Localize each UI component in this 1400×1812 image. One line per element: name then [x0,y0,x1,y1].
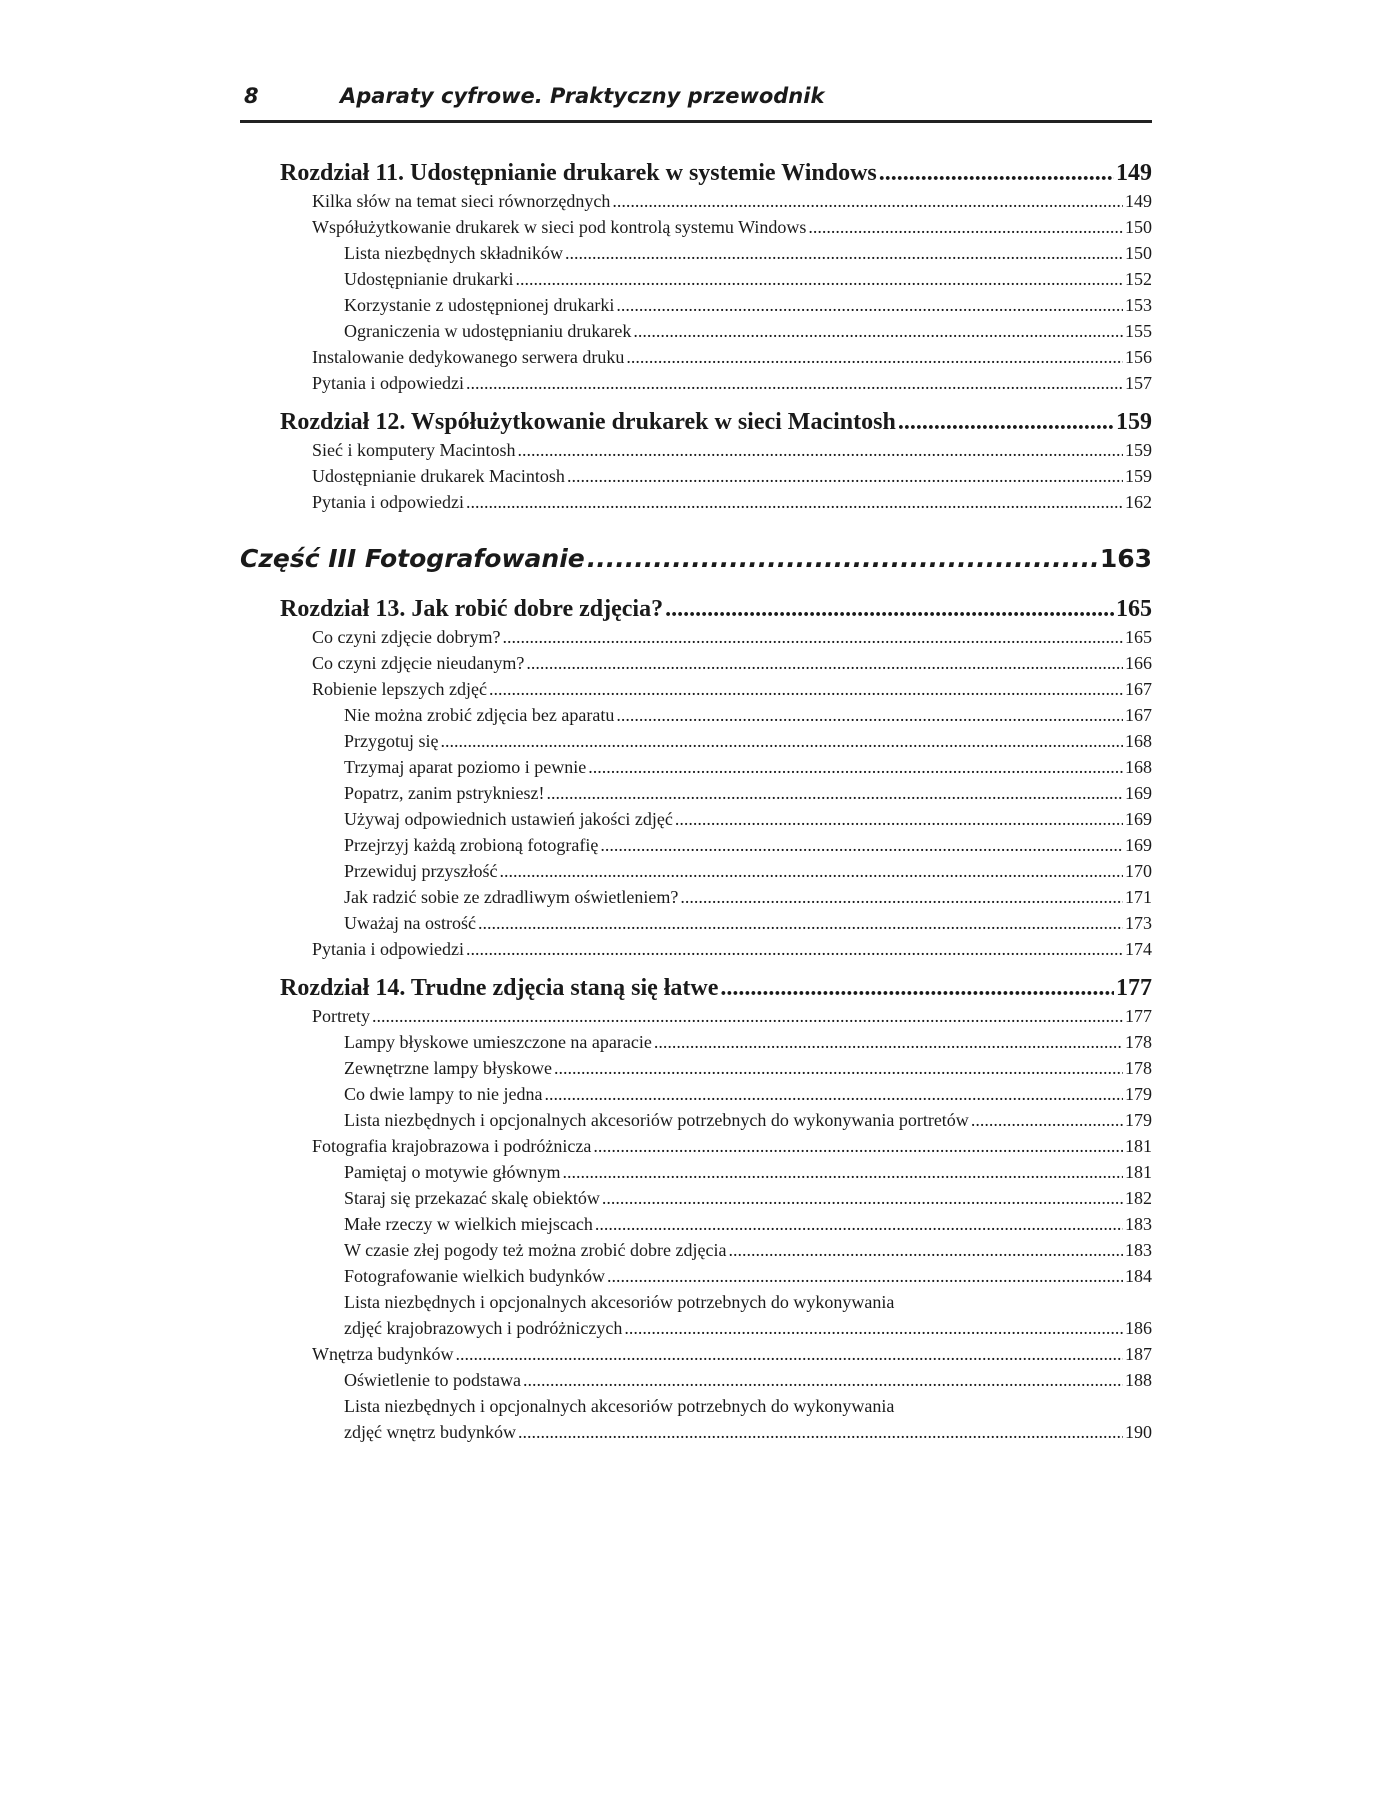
dot-leader [616,295,1123,316]
dot-leader [372,1006,1123,1027]
dot-leader [898,409,1114,436]
dot-leader [455,1344,1123,1365]
toc-section-entry [240,731,1152,757]
dot-leader [600,835,1123,856]
toc-entry-title: Popatrz, zanim pstrykniesz! [344,783,545,803]
dot-leader [595,1214,1123,1235]
toc-entry-page: 169 [1125,783,1152,803]
toc-entry-title: Pytania i odpowiedzi [312,373,464,393]
toc-section-entry [240,913,1152,939]
toc-entry-page: 150 [1125,243,1152,263]
toc-section-entry [240,1006,1152,1032]
toc-entry-title: Pamiętaj o motywie głównym [344,1162,561,1182]
toc-entry-title: Pytania i odpowiedzi [312,939,464,959]
toc-chapter-entry [240,160,1152,191]
dot-leader [567,466,1123,487]
toc-entry-title-line: Lista niezbędnych i opcjonalnych akcesoriów potrzebnych do wykonywania [344,1292,895,1312]
dot-leader [523,1370,1123,1391]
toc-section-entry [240,1032,1152,1058]
toc-entry-page: 183 [1125,1214,1152,1234]
toc-section-entry [240,1110,1152,1136]
toc-entry-title: Udostępnianie drukarek Macintosh [312,466,565,486]
toc-entry-page: 178 [1125,1032,1152,1052]
toc-entry-title: Lampy błyskowe umieszczone na aparacie [344,1032,652,1052]
toc-section-entry [240,217,1152,243]
dot-leader [624,1318,1123,1339]
toc-chapter-entry [240,975,1152,1006]
toc-entry-title: Przewiduj przyszłość [344,861,498,881]
book-title: Aparaty cyfrowe. Praktyczny przewodnik [340,84,825,108]
toc-entry-page: 174 [1125,939,1152,959]
toc-entry-page: 168 [1125,731,1152,751]
toc-entry-title: Jak radzić sobie ze zdradliwym oświetleniem? [344,887,679,907]
toc-entry-page: 155 [1125,321,1152,341]
toc-entry-title: Przejrzyj każdą zrobioną fotografię [344,835,599,855]
toc-entry-title: Wnętrza budynków [312,1344,454,1364]
dot-leader [588,757,1123,778]
toc-entry-title: Fotografia krajobrazowa i podróżnicza [312,1136,592,1156]
toc-entry-title: Staraj się przekazać skalę obiektów [344,1188,600,1208]
dot-leader [499,861,1123,882]
toc-entry-page: 152 [1125,269,1152,289]
toc-section-entry [240,191,1152,217]
toc-section-entry [240,835,1152,861]
toc-section-entry [240,321,1152,347]
toc-entry-title: Kilka słów na temat sieci równorzędnych [312,191,611,211]
toc-section-entry [240,440,1152,466]
toc-section-entry [240,1266,1152,1292]
dot-leader [971,1110,1123,1131]
dot-leader [466,939,1123,960]
dot-leader [612,191,1123,212]
toc-part-entry [240,544,1152,586]
toc-section-entry [240,243,1152,269]
dot-leader [502,627,1123,648]
toc-entry-page: 170 [1125,861,1152,881]
toc-section-entry [240,1240,1152,1266]
toc-entry-page: 159 [1116,409,1152,435]
toc-section-entry [240,705,1152,731]
toc-section-entry [240,1422,1152,1448]
toc-entry-page: 153 [1125,295,1152,315]
toc-entry-title: Co czyni zdjęcie dobrym? [312,627,501,647]
toc-entry-title: Trzymaj aparat poziomo i pewnie [344,757,587,777]
toc-section-entry [240,653,1152,679]
toc-entry-title: Współużytkowanie drukarek w sieci pod kontrolą systemu Windows [312,217,807,237]
toc-section-entry [240,373,1152,399]
toc-entry-title: Zewnętrzne lampy błyskowe [344,1058,552,1078]
toc-entry-title: Używaj odpowiednich ustawień jakości zdjęć [344,809,673,829]
toc-entry-page: 167 [1125,705,1152,725]
toc-entry-title: Sieć i komputery Macintosh [312,440,516,460]
toc-entry-title: W czasie złej pogody też można zrobić dobre zdjęcia [344,1240,727,1260]
toc-entry-page: 165 [1125,627,1152,647]
toc-entry-page: 157 [1125,373,1152,393]
toc-section-entry [240,466,1152,492]
dot-leader [808,217,1123,238]
toc-entry-page: 149 [1116,160,1152,186]
dot-leader [517,440,1123,461]
toc-section-entry [240,783,1152,809]
toc-entry-title: Małe rzeczy w wielkich miejscach [344,1214,593,1234]
dot-leader [607,1266,1123,1287]
toc-entry-page: 163 [1099,544,1152,573]
toc-entry-page: 173 [1125,913,1152,933]
dot-leader [518,1422,1123,1443]
toc-entry-page: 181 [1125,1162,1152,1182]
toc-entry-title: Ograniczenia w udostępnianiu drukarek [344,321,632,341]
toc-entry-page: 182 [1125,1188,1152,1208]
dot-leader [680,887,1123,908]
dot-leader [466,373,1123,394]
toc-entry-page: 186 [1125,1318,1152,1338]
toc-chapter-entry [240,596,1152,627]
toc-section-entry [240,347,1152,373]
dot-leader [720,975,1114,1002]
toc-entry-page: 169 [1125,835,1152,855]
toc-section-entry [240,627,1152,653]
toc-section-entry [240,809,1152,835]
toc-entry-page: 165 [1116,596,1152,622]
toc-section-entry [240,1188,1152,1214]
toc-section-entry [240,295,1152,321]
toc-entry-page: 168 [1125,757,1152,777]
dot-leader [728,1240,1123,1261]
toc-entry-page: 162 [1125,492,1152,512]
dot-leader [879,160,1114,187]
toc-entry-title: Fotografowanie wielkich budynków [344,1266,605,1286]
toc-entry-title: Korzystanie z udostępnionej drukarki [344,295,615,315]
toc-section-entry [240,1318,1152,1344]
dot-leader [602,1188,1123,1209]
toc-entry-title: Co dwie lampy to nie jedna [344,1084,543,1104]
dot-leader [526,653,1123,674]
toc-entry-title: Uważaj na ostrość [344,913,476,933]
dot-leader [489,679,1123,700]
toc-entry-title: Część III Fotografowanie [240,544,585,573]
toc-entry-page: 179 [1125,1110,1152,1130]
toc-section-entry [240,1344,1152,1370]
toc-entry-page: 149 [1125,191,1152,211]
toc-entry-page: 159 [1125,466,1152,486]
toc-entry-title: Udostępnianie drukarki [344,269,514,289]
dot-leader [593,1136,1123,1157]
toc-entry-title: Pytania i odpowiedzi [312,492,464,512]
toc-entry-title: Przygotuj się [344,731,439,751]
toc-entry-title: Robienie lepszych zdjęć [312,679,487,699]
dot-leader [515,269,1123,290]
toc-entry-page: 181 [1125,1136,1152,1156]
toc-entry-title: Rozdział 11. Udostępnianie drukarek w systemie Windows [280,160,877,186]
toc-section-entry [240,1214,1152,1240]
dot-leader [654,1032,1123,1053]
toc-entry-title: Rozdział 14. Trudne zdjęcia staną się łatwe [280,975,719,1001]
dot-leader [546,783,1123,804]
page-number: 8 [244,84,259,108]
toc-entry-title: Instalowanie dedykowanego serwera druku [312,347,625,367]
toc-entry-page: 184 [1125,1266,1152,1286]
dot-leader [675,809,1123,830]
dot-leader [466,492,1123,513]
dot-leader [478,913,1123,934]
toc-entry-page: 177 [1125,1006,1152,1026]
toc-section-entry [240,1136,1152,1162]
toc-section-entry [240,1162,1152,1188]
toc-entry-page: 178 [1125,1058,1152,1078]
toc-entry-page: 190 [1125,1422,1152,1442]
dot-leader [633,321,1123,342]
dot-leader [544,1084,1123,1105]
dot-leader [587,544,1098,573]
toc-entry-title: zdjęć wnętrz budynków [344,1422,516,1442]
dot-leader [441,731,1124,752]
toc-section-entry [240,887,1152,913]
toc-section-entry [240,1370,1152,1396]
dot-leader [626,347,1123,368]
toc-entry-title: Rozdział 12. Współużytkowanie drukarek w sieci Macintosh [280,409,896,435]
toc-section-entry [240,1058,1152,1084]
toc-entry-page: 179 [1125,1084,1152,1104]
toc-entry-page: 177 [1116,975,1152,1001]
toc-entry-page: 159 [1125,440,1152,460]
toc-entry-page: 150 [1125,217,1152,237]
dot-leader [665,596,1114,623]
toc-entry-page: 169 [1125,809,1152,829]
toc-entry-title: Lista niezbędnych i opcjonalnych akcesoriów potrzebnych do wykonywania portretów [344,1110,969,1130]
table-of-contents [240,160,1152,1448]
toc-entry-page: 156 [1125,347,1152,367]
toc-entry-title-line: Lista niezbędnych i opcjonalnych akcesoriów potrzebnych do wykonywania [344,1396,895,1416]
toc-entry-page: 187 [1125,1344,1152,1364]
toc-section-entry [240,492,1152,518]
toc-entry-title: Oświetlenie to podstawa [344,1370,521,1390]
toc-entry-title: Co czyni zdjęcie nieudanym? [312,653,525,673]
running-header [240,84,1152,123]
toc-section-entry [240,1084,1152,1110]
dot-leader [562,1162,1123,1183]
toc-chapter-entry [240,409,1152,440]
toc-entry-page: 183 [1125,1240,1152,1260]
toc-entry-page: 167 [1125,679,1152,699]
toc-entry-page: 188 [1125,1370,1152,1390]
toc-entry-page: 166 [1125,653,1152,673]
toc-entry-page: 171 [1125,887,1152,907]
toc-section-entry [240,757,1152,783]
dot-leader [565,243,1123,264]
toc-entry-title: Portrety [312,1006,370,1026]
toc-entry-title: Rozdział 13. Jak robić dobre zdjęcia? [280,596,664,622]
toc-section-entry [240,939,1152,965]
toc-section-entry [240,861,1152,887]
toc-section-entry [240,269,1152,295]
dot-leader [616,705,1123,726]
toc-section-entry [240,679,1152,705]
toc-entry-title: Lista niezbędnych składników [344,243,563,263]
toc-entry-title: zdjęć krajobrazowych i podróżniczych [344,1318,623,1338]
dot-leader [554,1058,1123,1079]
toc-entry-title: Nie można zrobić zdjęcia bez aparatu [344,705,615,725]
